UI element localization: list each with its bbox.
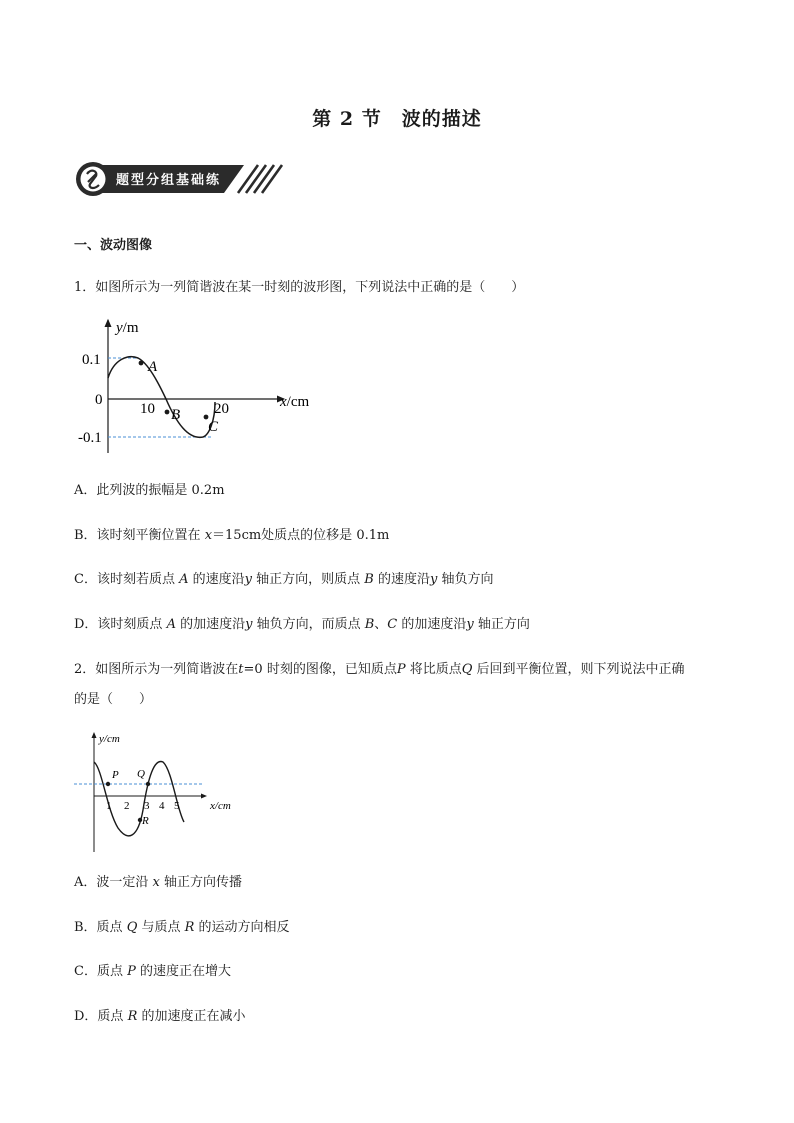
page-title: 第 2 节 波的描述 (312, 108, 482, 130)
svg-text:y/m: y/m (116, 320, 139, 336)
question-2-stem-line2: 的是（ ） (74, 692, 153, 707)
question-1-stem: 1．如图所示为一列简谐波在某一时刻的波形图，下列说法中正确的是（ ） (74, 280, 525, 295)
point-q (146, 782, 150, 786)
question-2-figure (74, 730, 244, 855)
svg-text:20: 20 (214, 401, 229, 417)
svg-text:y/cm: y/cm (99, 733, 120, 745)
svg-text:x/cm: x/cm (280, 394, 310, 410)
wave-curve (108, 357, 215, 438)
section-heading: 一、波动图像 (74, 238, 153, 253)
q2-option-d: D．质点 R 的加速度正在减小 (74, 1009, 246, 1024)
q1-option-d: D．该时刻质点 A 的加速度沿y 轴负方向，而质点 B、C 的加速度沿y 轴正方向 (74, 617, 530, 632)
q2-option-c: C．质点 P 的速度正在增大 (74, 964, 231, 979)
svg-text:3: 3 (144, 800, 150, 812)
svg-text:10: 10 (140, 401, 155, 417)
svg-text:1: 1 (106, 800, 112, 812)
point-a (139, 361, 144, 366)
point-p (106, 782, 110, 786)
question-1-figure (78, 316, 328, 456)
svg-text:0: 0 (95, 392, 103, 408)
banner-label: 题型分组基础练 (116, 173, 222, 188)
svg-text:-0.1: -0.1 (78, 430, 102, 446)
svg-text:Q: Q (137, 768, 145, 780)
svg-text:B: B (171, 407, 181, 423)
q1-option-b: B．该时刻平衡位置在 x＝15cm处质点的位移是 0.1m (74, 528, 390, 543)
svg-text:C: C (208, 419, 219, 435)
svg-text:2: 2 (124, 800, 130, 812)
q1-option-a: A．此列波的振幅是 0.2m (74, 483, 225, 498)
svg-text:A: A (148, 359, 158, 375)
section-banner (74, 160, 284, 198)
svg-text:x/cm: x/cm (210, 800, 231, 812)
point-b (165, 410, 170, 415)
question-2-stem: 2．如图所示为一列简谐波在t=0 时刻的图像，已知质点P 将比质点Q 后回到平衡位置，则下列说法中正确 (74, 662, 685, 677)
q2-option-b: B．质点 Q 与质点 R 的运动方向相反 (74, 920, 290, 935)
svg-text:0.1: 0.1 (82, 352, 101, 368)
svg-text:R: R (142, 815, 149, 827)
svg-text:4: 4 (159, 800, 165, 812)
svg-text:P: P (112, 769, 119, 781)
svg-text:5: 5 (174, 800, 180, 812)
q1-option-c: C．该时刻若质点 A 的速度沿y 轴正方向，则质点 B 的速度沿y 轴负方向 (74, 572, 494, 587)
q2-option-a: A．波一定沿 x 轴正方向传播 (74, 875, 243, 890)
